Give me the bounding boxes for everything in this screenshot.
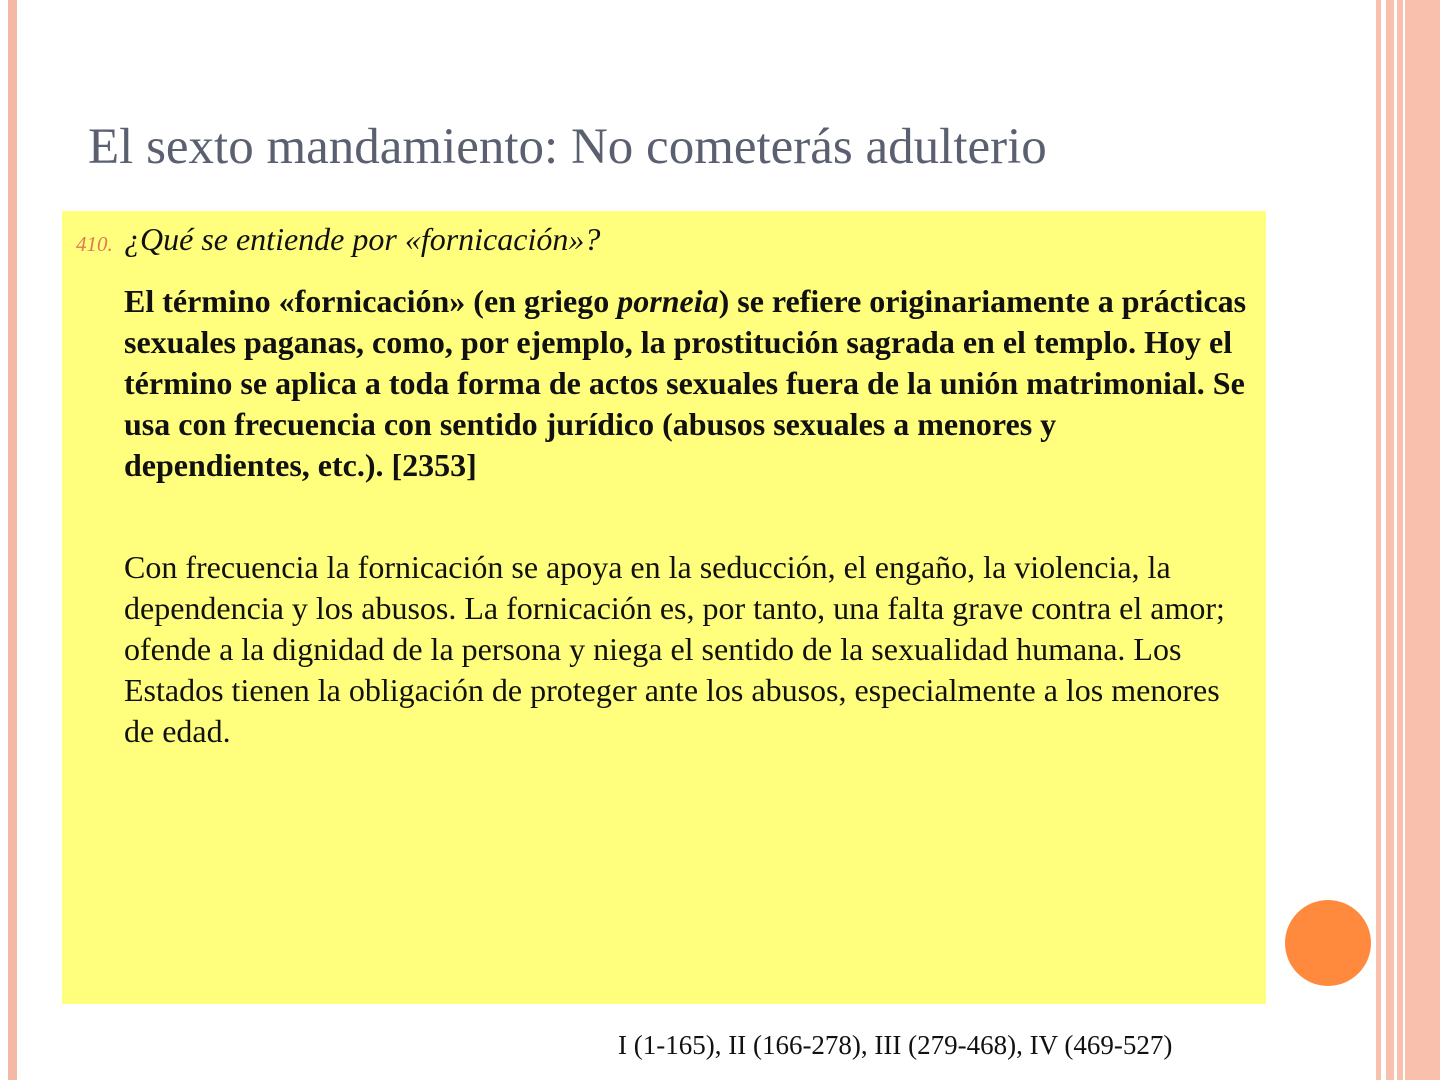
left-decorative-stripe <box>8 0 17 1080</box>
slide-title: El sexto mandamiento: No cometerás adulterio <box>88 119 1047 175</box>
answer-part-2: ) se refiere originariamente a prácticas sexuales paganas, como, por ejemplo, la prostitución sagrada en el templo. Hoy el término se aplica a toda forma de actos sexuales fuera de la unión matrimonial. Se usa con frecuencia con sentido jurídico (abusos sexuales a menores y dependientes, etc.). [2353] <box>124 283 1247 483</box>
answer-part-1: El término «fornicación» (en griego <box>124 283 618 319</box>
right-decorative-band <box>1376 0 1440 1080</box>
question-text: ¿Qué se entiende por «fornicación»? <box>124 221 601 257</box>
answer-emphasis: porneia <box>617 283 719 319</box>
question-number: 410. <box>76 232 113 256</box>
content-card <box>62 211 1266 1004</box>
answer-text <box>124 281 1249 486</box>
body-text: Con frecuencia la fornicación se apoya en la seducción, el engaño, la violencia, la dependencia y los abusos. La fornicación es, por tanto, una falta grave contra el amor; ofende a la dignidad de la persona y niega el sentido de la sexualidad humana. Los Estados tienen la obligación de proteger ante los abusos, especialmente a los menores de edad. <box>124 549 1225 749</box>
footer-reference: I (1-165), II (166-278), III (279-468), IV (469-527) <box>618 1030 1173 1060</box>
orange-circle-decoration <box>1285 900 1371 986</box>
